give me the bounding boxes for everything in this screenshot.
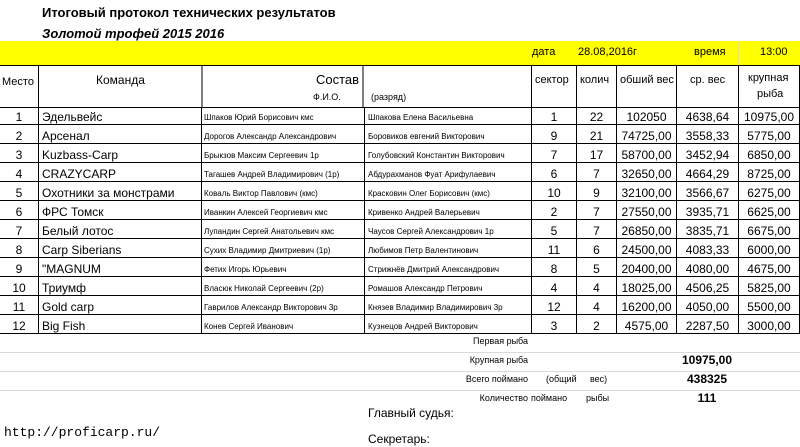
cell-count: 4: [593, 281, 600, 295]
time-label: время: [694, 46, 726, 58]
cell-count: 7: [593, 205, 600, 219]
cell-count: 22: [589, 110, 604, 124]
cell-team: "MAGNUM: [42, 262, 101, 276]
cell-total-weight: 24500,00: [621, 243, 672, 257]
cell-big-fish: 5775,00: [747, 129, 791, 143]
cell-member-2: Абдурахманов Фуат Арифулаевич: [368, 170, 496, 179]
cell-place: 4: [15, 167, 23, 181]
cell-place: 10: [12, 281, 26, 295]
date-label: дата: [532, 46, 556, 58]
summary-total-note1: (общий: [546, 374, 577, 384]
cell-sector: 5: [550, 224, 558, 238]
summary-first-fish-label: Первая рыба: [473, 336, 528, 346]
cell-member-1: Шпаков Юрий Борисович кмс: [204, 113, 314, 122]
cell-place: 5: [15, 186, 23, 200]
cell-member-2: Стрижнёв Дмитрий Александрович: [368, 265, 500, 274]
cell-sector: 7: [550, 148, 558, 162]
cell-member-1: Сухих Владимир Дмитриевич (1р): [204, 246, 331, 255]
cell-big-fish: 4675,00: [747, 262, 791, 276]
secretary-label: Секретарь:: [368, 432, 430, 446]
cell-team: CRAZYCARP: [42, 167, 117, 181]
cell-team: Carp Siberians: [42, 243, 122, 257]
time-value: 13:00: [760, 46, 788, 58]
watermark-url: http://proficarp.ru/: [4, 425, 161, 440]
cell-sector: 2: [550, 205, 558, 219]
cell-team: Big Fish: [42, 319, 86, 333]
cell-member-2: Кузнецов Андрей Викторович: [368, 322, 478, 331]
cell-total-weight: 74725,00: [621, 129, 672, 143]
cell-avg-weight: 4080,00: [685, 262, 730, 276]
cell-count: 2: [593, 319, 600, 333]
cell-member-2: Шпакова Елена Васильевна: [368, 113, 474, 122]
cell-avg-weight: 3835,71: [685, 224, 730, 238]
cell-sector: 12: [547, 300, 561, 314]
judge-label: Главный судья:: [368, 406, 454, 420]
header-total-weight: обший вес: [620, 74, 674, 86]
cell-member-1: Тагашев Андрей Владимирович (1р): [204, 170, 340, 179]
cell-total-weight: 26850,00: [621, 224, 672, 238]
cell-count: 17: [589, 148, 604, 162]
cell-big-fish: 5825,00: [747, 281, 791, 295]
cell-member-2: Боровиков евгений Викторович: [368, 132, 485, 141]
cell-total-weight: 102050: [626, 110, 667, 124]
cell-big-fish: 6675,00: [747, 224, 791, 238]
cell-member-1: Фетих Игорь Юрьевич: [204, 265, 287, 274]
header-fio: Ф.И.О.: [313, 92, 341, 102]
cell-team: Белый лотос: [42, 224, 114, 238]
cell-sector: 4: [550, 281, 558, 295]
header-sector: сектор: [535, 74, 569, 86]
summary-total-note2: вес): [590, 374, 608, 384]
cell-member-2: Кривенко Андрей Валерьевич: [368, 208, 480, 217]
cell-place: 9: [15, 262, 23, 276]
cell-big-fish: 3000,00: [747, 319, 791, 333]
cell-team: Арсенал: [42, 129, 90, 143]
cell-total-weight: 32650,00: [621, 167, 672, 181]
header-big-fish-line1: крупная: [748, 72, 789, 84]
cell-big-fish: 5500,00: [747, 300, 791, 314]
summary-count-note2: рыбы: [586, 393, 610, 403]
header-avg-weight: ср. вес: [690, 74, 726, 86]
cell-place: 8: [15, 243, 23, 257]
cell-count: 4: [593, 300, 600, 314]
summary-big-fish-value: 10975,00: [681, 353, 733, 367]
cell-total-weight: 4575,00: [624, 319, 669, 333]
summary-count-label: Количество: [479, 393, 528, 403]
cell-place: 12: [12, 319, 26, 333]
cell-avg-weight: 4050,00: [685, 300, 730, 314]
cell-big-fish: 6625,00: [747, 205, 791, 219]
cell-member-1: Лупандин Сергей Анатольевич кмс: [204, 227, 335, 236]
cell-place: 2: [15, 129, 23, 143]
cell-place: 1: [15, 110, 23, 124]
cell-avg-weight: 4638,64: [685, 110, 730, 124]
cell-member-2: Голубовский Константин Викторович: [368, 151, 505, 160]
cell-member-1: Гаврилов Александр Викторович 3р: [204, 303, 338, 312]
cell-big-fish: 6000,00: [747, 243, 791, 257]
cell-total-weight: 32100,00: [621, 186, 672, 200]
cell-avg-weight: 3566,67: [685, 186, 730, 200]
cell-big-fish: 10975,00: [743, 110, 795, 124]
cell-team: Gold carp: [42, 300, 95, 314]
cell-member-2: Чаусов Сергей Александрович 1р: [368, 227, 494, 236]
summary-count-value: 111: [697, 391, 717, 405]
cell-place: 7: [15, 224, 23, 238]
cell-sector: 11: [547, 243, 561, 257]
cell-place: 3: [15, 148, 23, 162]
header-rank: (разряд): [371, 92, 407, 102]
cell-total-weight: 27550,00: [621, 205, 672, 219]
page-title: Итоговый протокол технических результатов: [42, 5, 336, 20]
cell-avg-weight: 2287,50: [685, 319, 730, 333]
cell-sector: 9: [550, 129, 558, 143]
cell-member-1: Иванкин Алексей Георгиевич кмс: [204, 208, 328, 217]
cell-team: Триумф: [42, 281, 87, 295]
cell-sector: 8: [550, 262, 558, 276]
cell-count: 21: [589, 129, 604, 143]
cell-team: Эдельвейс: [42, 110, 103, 124]
date-value: 28.08,2016г: [578, 46, 638, 58]
header-place: Место: [2, 76, 34, 88]
cell-member-1: Дорогов Александр Александрович: [204, 132, 337, 141]
cell-sector: 1: [550, 110, 558, 124]
cell-big-fish: 8725,00: [747, 167, 791, 181]
cell-member-2: Красковин Олег Борисович (кмс): [368, 189, 490, 198]
summary-big-fish-label: Крупная рыба: [469, 355, 528, 365]
cell-big-fish: 6850,00: [747, 148, 791, 162]
cell-total-weight: 58700,00: [621, 148, 672, 162]
cell-team: Охотники за монстрами: [42, 186, 175, 200]
cell-sector: 6: [550, 167, 558, 181]
cell-count: 5: [593, 262, 600, 276]
cell-member-1: Власюк Николай Сергеевич (2р): [204, 284, 324, 293]
cell-count: 7: [593, 167, 600, 181]
summary-total-label: Всего поймано: [465, 374, 528, 384]
cell-member-1: Конев Сергей Иванович: [204, 322, 294, 331]
cell-avg-weight: 4083,33: [685, 243, 730, 257]
cell-avg-weight: 3452,94: [685, 148, 730, 162]
cell-team: Kuzbass-Carp: [42, 148, 119, 162]
header-big-fish-line2: рыба: [757, 88, 784, 100]
cell-avg-weight: 3558,33: [685, 129, 730, 143]
cell-member-1: Брыкзов Максим Сергеевич 1р: [204, 151, 319, 160]
cell-member-2: Ромашов Александр Петрович: [368, 284, 483, 293]
cell-place: 11: [12, 300, 26, 314]
header-count: колич: [580, 74, 610, 86]
cell-member-1: Коваль Виктор Павлович (кмс): [204, 189, 318, 198]
cell-count: 6: [593, 243, 600, 257]
cell-avg-weight: 3935,71: [685, 205, 730, 219]
cell-sector: 10: [547, 186, 561, 200]
cell-member-2: Любимов Петр Валентинович: [368, 246, 479, 255]
cell-avg-weight: 4664,29: [685, 167, 730, 181]
cell-sector: 3: [550, 319, 558, 333]
cell-avg-weight: 4506,25: [685, 281, 730, 295]
cell-big-fish: 6275,00: [747, 186, 791, 200]
header-team: Команда: [96, 73, 145, 87]
summary-total-value: 438325: [686, 372, 728, 386]
cell-member-2: Князев Владимир Владимирович 3р: [368, 303, 503, 312]
cell-total-weight: 16200,00: [621, 300, 672, 314]
cell-total-weight: 18025,00: [621, 281, 672, 295]
cell-total-weight: 20400,00: [621, 262, 672, 276]
header-roster: Состав: [316, 72, 360, 87]
summary-count-note1: поймано: [531, 393, 568, 403]
cell-count: 7: [593, 224, 600, 238]
cell-place: 6: [15, 205, 23, 219]
cell-team: ФРС Томск: [42, 205, 104, 219]
page-subtitle: Золотой трофей 2015 2016: [42, 26, 225, 41]
cell-count: 9: [593, 186, 600, 200]
